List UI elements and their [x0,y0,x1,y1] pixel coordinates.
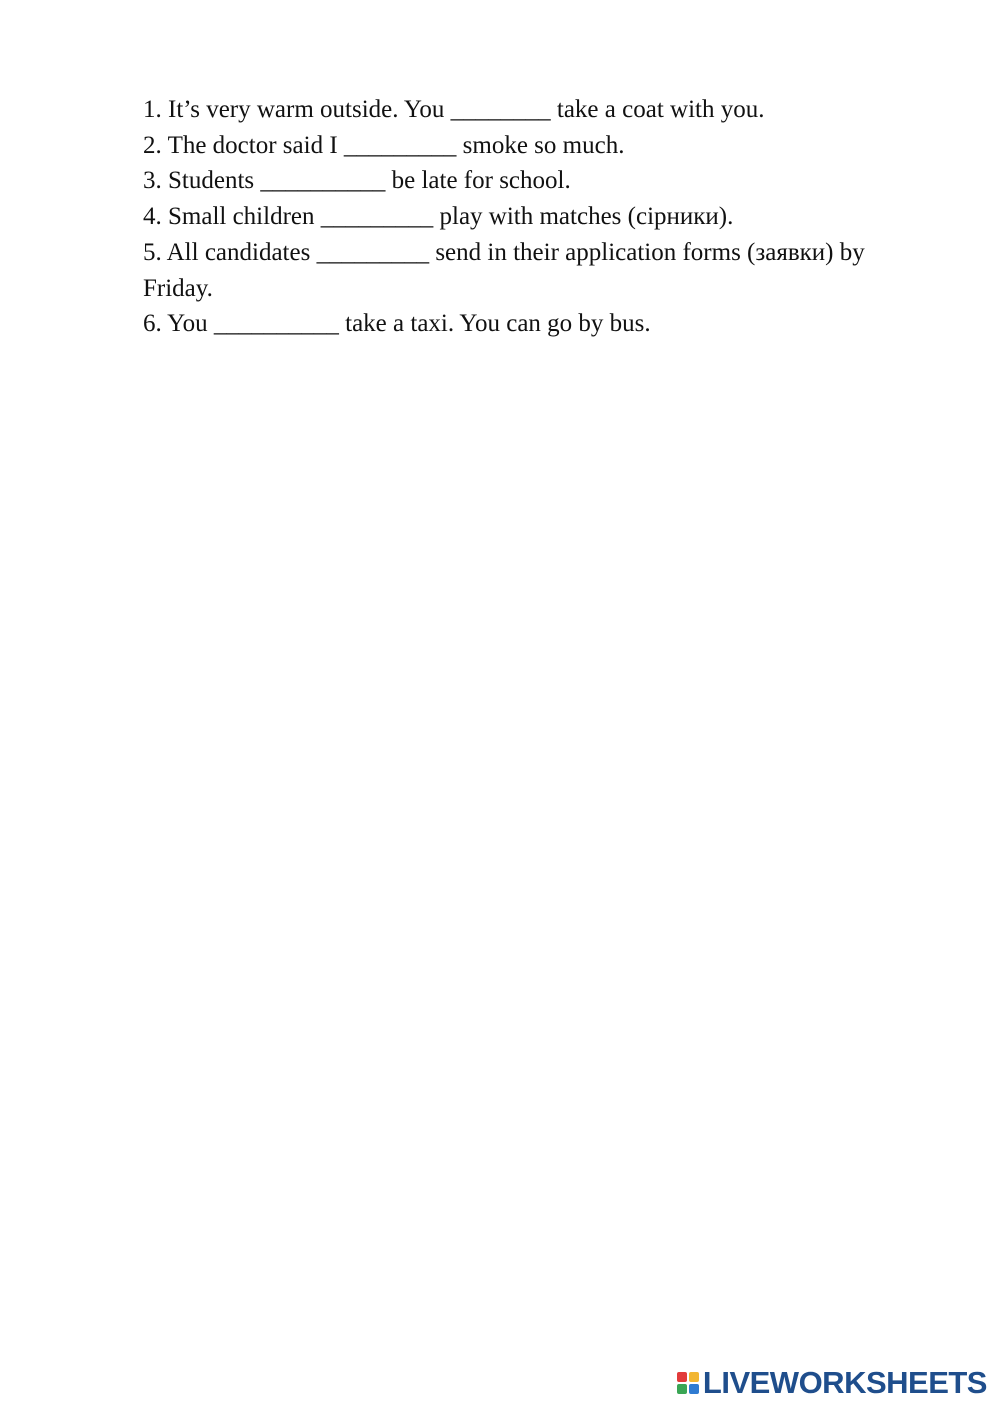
item-number: 2. [143,131,162,159]
liveworksheets-logo [677,1365,987,1401]
item-number: 1. [143,96,162,123]
item-number: 4. [143,203,162,231]
answer-blank: __________ [260,167,386,195]
item-text-after: play with matches (сірники). [439,203,734,231]
item-number: 6. [143,310,162,338]
logo-wordmark: LIVEWORKSHEETS [702,1365,987,1400]
answer-blank: _________ [343,131,457,159]
answer-blank: ________ [450,96,551,123]
item-text-after: take a coat with you. [556,96,765,123]
logo-mark-cell [677,1372,687,1382]
item-text-after: take a taxi. You can go by bus. [345,310,651,338]
answer-blank: _________ [316,238,430,266]
item-text-after: smoke so much. [462,131,625,159]
item-text-after: send in their application forms (заявки) by Friday. [143,238,865,302]
item-text-before: You [167,310,208,338]
exercise-item-6 [143,306,933,342]
logo-mark-cell [677,1384,687,1394]
item-number: 5. [143,238,162,266]
item-number: 3. [143,167,162,195]
item-text-before: All candidates [166,238,311,266]
logo-mark-cell [689,1372,699,1382]
item-text-before: Small children [168,203,315,231]
exercise-item-3 [143,163,933,199]
item-text-before: It’s very warm outside. You [168,96,445,123]
answer-blank: _________ [320,203,434,231]
item-text-before: Students [168,167,255,195]
exercise-item-2 [143,128,933,164]
logo-mark-icon [677,1372,699,1394]
item-text-after: be late for school. [391,167,571,195]
exercise-item-1 [143,92,933,128]
exercise-item-5 [143,235,933,306]
logo-mark-cell [689,1384,699,1394]
exercise-item-4 [143,199,933,235]
worksheet-exercise [143,92,933,342]
answer-blank: __________ [213,310,339,338]
item-text-before: The doctor said I [167,131,338,159]
